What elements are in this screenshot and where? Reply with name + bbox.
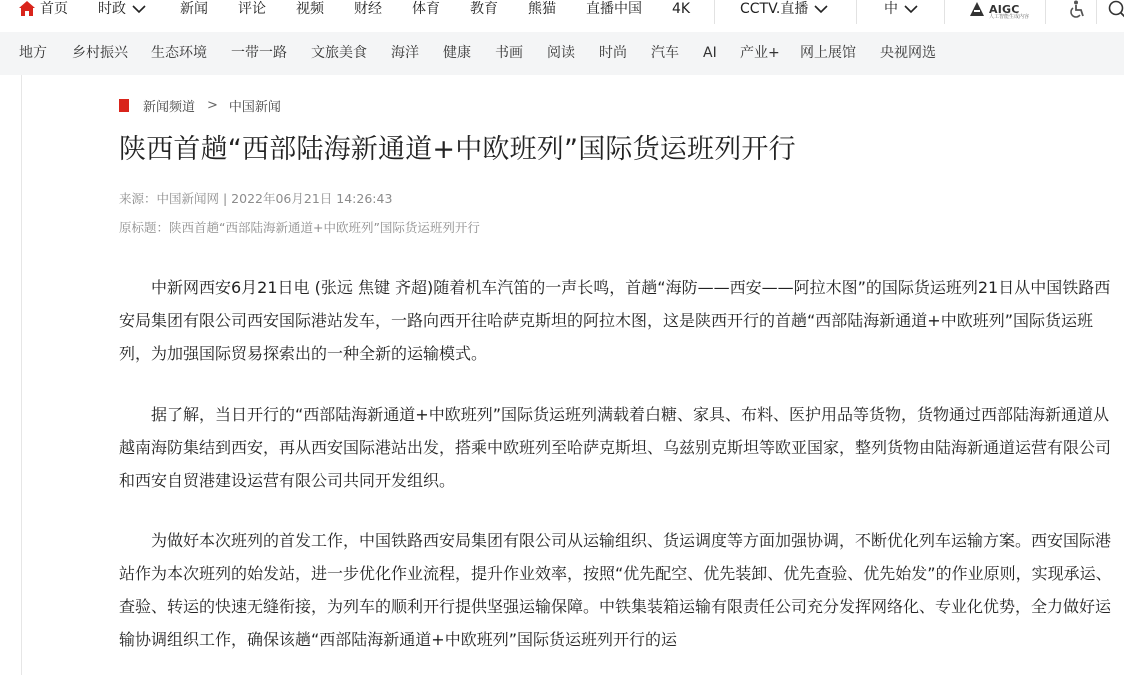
nav-news[interactable]: 新闻: [180, 1, 208, 17]
language-selector[interactable]: [884, 0, 918, 19]
nav-4k[interactable]: 4K: [672, 1, 691, 17]
subnav-item-health[interactable]: 健康: [443, 45, 471, 61]
breadcrumb-section[interactable]: 中国新闻: [228, 99, 281, 115]
subnav-item-fashion[interactable]: 时尚: [599, 45, 627, 61]
secondary-navigation: [0, 32, 1124, 75]
nav-video[interactable]: 视频: [296, 1, 324, 17]
article-original-title: 原标题：陕西首趟“西部陆海新通道+中欧班列”国际货运班列开行: [119, 220, 480, 235]
aigc-label: AIGC: [989, 2, 1020, 16]
nav-sports[interactable]: 体育: [412, 1, 440, 17]
content-border: [21, 75, 22, 675]
aigc-logo-icon: [969, 1, 985, 17]
accessibility-icon[interactable]: [1068, 0, 1088, 18]
nav-education[interactable]: 教育: [470, 1, 498, 17]
search-icon[interactable]: [1108, 0, 1124, 18]
nav-divider: [856, 0, 857, 24]
nav-home[interactable]: 首页: [40, 1, 68, 17]
chevron-down-icon: [814, 5, 828, 14]
nav-comment[interactable]: 评论: [238, 1, 266, 17]
subnav-item-exhibition[interactable]: 网上展馆: [800, 45, 856, 61]
article-paragraph: 为做好本次班列的首发工作，中国铁路西安局集团有限公司从运输组织、货运调度等方面加强协调，不断优化列车运输方案。西安国际港站作为本次班列的始发站，进一步优化作业流程，提升作业效率，按照“优先配空、优先装卸、优先查验、优先始发”的作业原则，实现承运、查验、转运的快速无缝衔接，为列车的顺利开行提供坚强运输保障。中铁集装箱运输有限责任公司充分发挥网络化、专业化优势，全力做好运输协调组织工作，确保该趟“西部陆海新通道+中欧班列”国际货运班列开行的运: [119, 531, 1112, 649]
nav-divider: [714, 0, 715, 24]
chevron-down-icon: [904, 5, 918, 14]
subnav-item-ocean[interactable]: 海洋: [391, 45, 419, 61]
subnav-item-calligraphy[interactable]: 书画: [495, 45, 523, 61]
subnav-item-belt-road[interactable]: 一带一路: [231, 45, 287, 61]
breadcrumb-marker: [119, 99, 129, 112]
breadcrumb-channel[interactable]: 新闻频道: [143, 99, 196, 115]
top-navigation: [0, 0, 1124, 19]
subnav-item-rural[interactable]: 乡村振兴: [72, 45, 128, 61]
nav-divider: [1045, 0, 1046, 24]
article-paragraph: 据了解，当日开行的“西部陆海新通道+中欧班列”国际货运班列满载着白糖、家具、布料、医护用品等货物，货物通过西部陆海新通道从越南海防集结到西安，再从西安国际港站出发，搭乘中欧班列至哈萨克斯坦、乌兹别克斯坦等欧亚国家，整列货物由陆海新通道运营有限公司和西安自贸港建设运营有限公司共同开发组织。: [119, 405, 1112, 490]
nav-cctv-live-label: CCTV.直播: [740, 1, 809, 17]
breadcrumb: [119, 96, 281, 114]
article-source: 来源：中国新闻网 | 2022年06月21日 14:26:43: [119, 191, 393, 206]
language-label: 中: [884, 1, 898, 17]
aigc-sublabel: 人工智能生成内容: [989, 14, 1030, 20]
subnav-item-reading[interactable]: 阅读: [547, 45, 575, 61]
nav-finance[interactable]: 财经: [354, 1, 382, 17]
chevron-down-icon: [132, 5, 146, 14]
nav-politics[interactable]: [98, 0, 146, 19]
nav-divider: [944, 0, 945, 24]
nav-live-china[interactable]: 直播中国: [586, 1, 642, 17]
subnav-item-cctv-select[interactable]: 央视网选: [880, 45, 936, 61]
nav-divider: [1096, 0, 1097, 24]
subnav-item-culture-food[interactable]: 文旅美食: [311, 45, 367, 61]
subnav-item-local[interactable]: 地方: [19, 45, 47, 61]
aigc-link[interactable]: [969, 1, 1030, 20]
nav-panda[interactable]: 熊猫: [528, 1, 556, 17]
subnav-item-ecology[interactable]: 生态环境: [151, 45, 207, 61]
subnav-item-auto[interactable]: 汽车: [651, 45, 679, 61]
subnav-item-ai[interactable]: AI: [703, 45, 717, 61]
article-title: 陕西首趟“西部陆海新通道+中欧班列”国际货运班列开行: [119, 134, 796, 165]
subnav-item-industry[interactable]: 产业+: [740, 45, 780, 61]
nav-cctv-live[interactable]: [740, 0, 828, 19]
home-icon[interactable]: [19, 1, 35, 16]
nav-politics-label: 时政: [98, 1, 126, 17]
article-paragraph: 中新网西安6月21日电 (张远 焦键 齐超)随着机车汽笛的一声长鸣，首趟“海防——西安——阿拉木图”的国际货运班列21日从中国铁路西安局集团有限公司西安国际港站发车，一路向西开往哈萨克斯坦的阿拉木图，这是陕西开行的首趟“西部陆海新通道+中欧班列”国际货运班列，为加强国际贸易探索出的一种全新的运输模式。: [119, 278, 1111, 363]
breadcrumb-separator: >: [207, 97, 218, 113]
